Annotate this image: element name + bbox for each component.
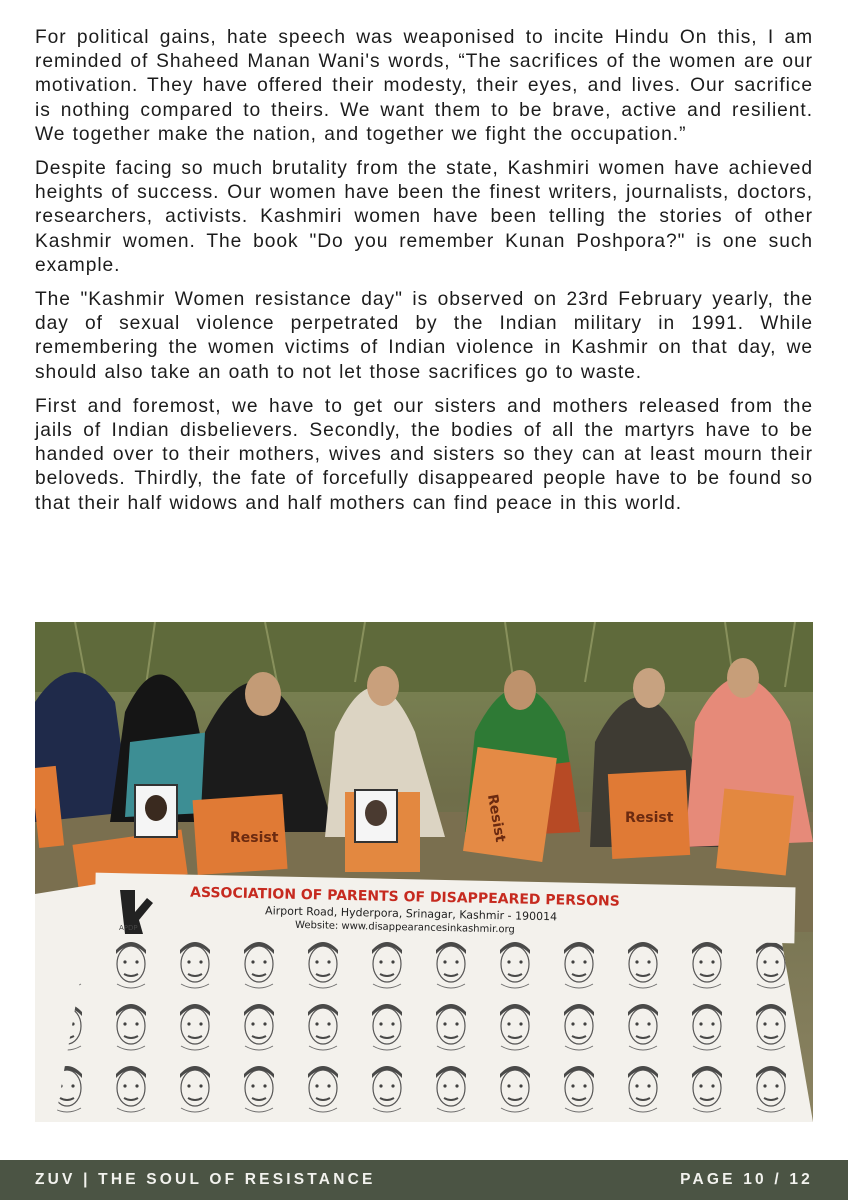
placard-text-2: Resist <box>483 792 509 844</box>
footer-publication-title: ZUV | THE SOUL OF RESISTANCE <box>35 1171 376 1188</box>
paragraph-4: First and foremost, we have to get our sisters and mothers released from the jails of Indian disbelievers. Secondly, the bodies of all the martyrs have to be handed over to their mothers, wives and sisters so they can at least mourn their beloveds. Thirdly, the fate of forcefully disappeared people have to be found so that their half widows and half mothers can find peace in this world. <box>35 395 813 514</box>
paragraph-3: The "Kashmir Women resistance day" is observed on 23rd February yearly, the day of sexual violence perpetrated by the Indian military in 1991. While remembering the women victims of Indian violence in Kashmir on that day, we should also take an oath to not let those sacrifices go to waste. <box>35 289 813 383</box>
svg-text:APDP: APDP <box>119 924 138 932</box>
placard-text-1: Resist <box>230 830 279 846</box>
placard-text-3: Resist <box>625 810 674 826</box>
banner-website: Website: www.disappearancesinkashmir.org <box>294 919 515 936</box>
paragraph-1: For political gains, hate speech was weaponised to incite Hindu On this, I am reminded of Shaheed Manan Wani's words, “The sacrifices of the women are our motivation. They have offered their modesty, their eyes, and lives. Our sacrifice is nothing compared to theirs. We want them to be brave, active and resilient. We together make the nation, and together we fight the occupation.” <box>35 27 813 145</box>
protest-photo <box>35 622 813 1122</box>
banner-address: Airport Road, Hyderpora, Srinagar, Kashmir - 190014 <box>264 904 558 924</box>
disappeared-persons-banner <box>35 873 813 1122</box>
page-footer <box>0 1160 848 1200</box>
footer-page-number: PAGE 10 / 12 <box>680 1171 813 1188</box>
article-body <box>35 26 813 526</box>
banner-title: ASSOCIATION OF PARENTS OF DISAPPEARED PERSONS <box>189 884 620 910</box>
paragraph-2: Despite facing so much brutality from the state, Kashmiri women have achieved heights of success. Our women have been the finest writers, journalists, doctors, researchers, activists. Kashmiri women have been telling the stories of other Kashmir women. The book "Do you remember Kunan Poshpora?" is one such example. <box>35 158 813 276</box>
